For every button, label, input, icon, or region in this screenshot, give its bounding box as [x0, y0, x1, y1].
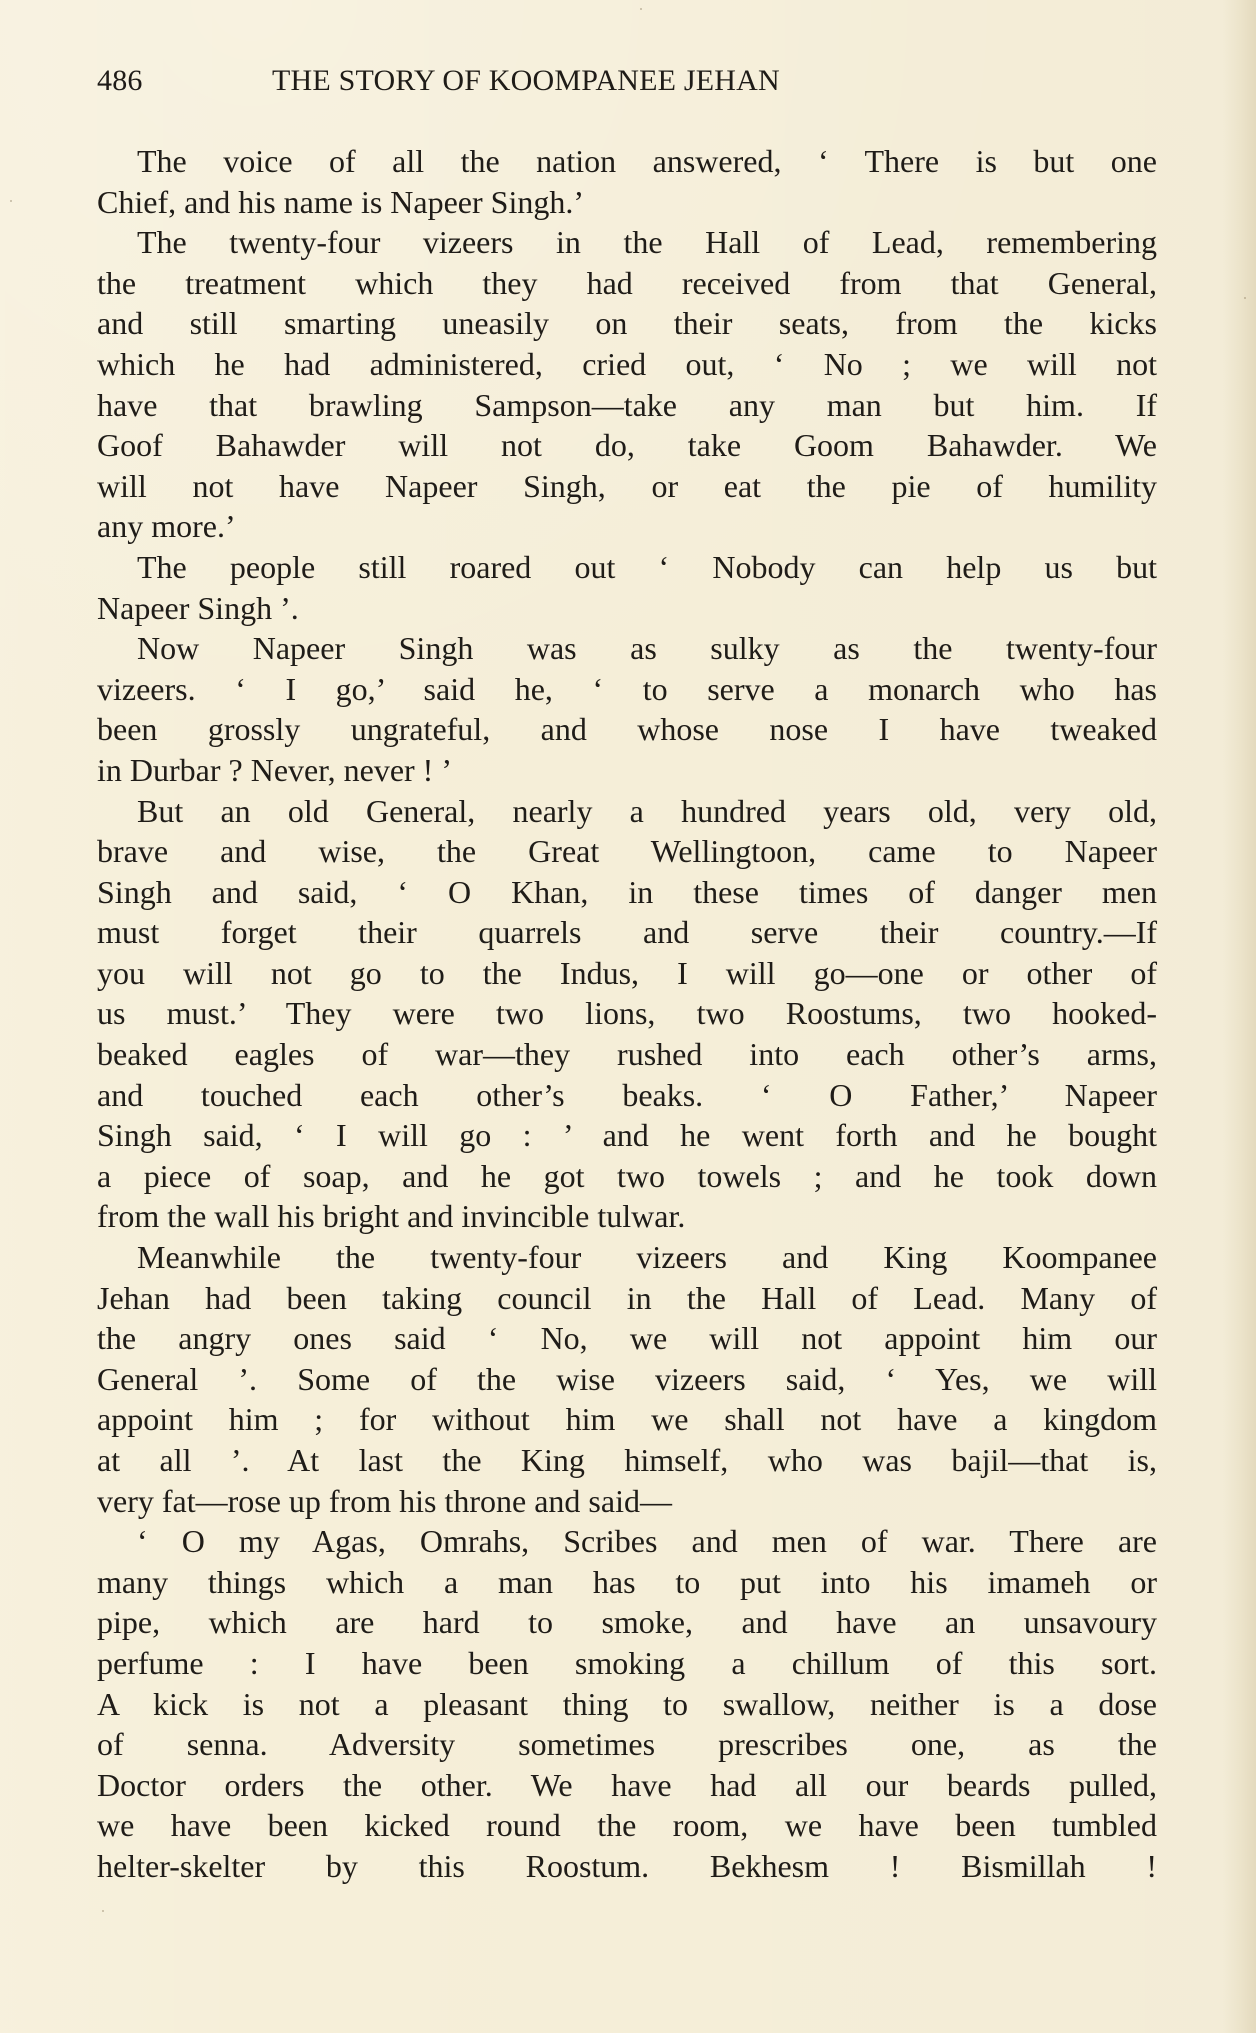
text-line-26: a piece of soap, and he got two towels ; and he took down — [97, 1157, 1157, 1194]
text-line-24: and touched each other’s beaks. ‘ O Father,’ Napeer — [97, 1076, 1157, 1113]
text-line-9: will not have Napeer Singh, or eat the pie of humility — [97, 467, 1157, 504]
paper-speck — [102, 1910, 104, 1912]
paper-speck — [10, 200, 12, 202]
paper-speck — [1244, 297, 1246, 299]
paragraph-6 — [97, 1237, 1157, 1521]
text-line-16: in Durbar ? Never, never ! ’ — [97, 751, 452, 788]
text-line-22: us must.’ They were two lions, two Roostums, two hooked- — [97, 995, 1157, 1032]
text-line-14: vizeers. ‘ I go,’ said he, ‘ to serve a monarch who has — [97, 670, 1157, 707]
text-line-1: The voice of all the nation answered, ‘ There is but one — [137, 143, 1157, 179]
text-line-19: Singh and said, ‘ O Khan, in these times of danger men — [97, 873, 1157, 910]
text-line-32: appoint him ; for without him we shall not have a kingdom — [97, 1401, 1157, 1438]
text-line-8: Goof Bahawder will not do, take Goom Bahawder. We — [97, 427, 1157, 464]
text-line-21: you will not go to the Indus, I will go—one or other of — [97, 954, 1157, 991]
text-line-42: we have been kicked round the room, we have been tumbled — [97, 1807, 1157, 1844]
text-line-30: the angry ones said ‘ No, we will not appoint him our — [97, 1320, 1157, 1357]
text-line-13: Now Napeer Singh was as sulky as the twenty-four — [137, 630, 1157, 667]
paragraph-7 — [97, 1521, 1157, 1886]
text-line-4: the treatment which they had received from that General, — [97, 264, 1157, 301]
page-body — [97, 141, 1157, 1887]
text-line-20: must forget their quarrels and serve their country.—If — [97, 914, 1157, 951]
text-line-41: Doctor orders the other. We have had all our beards pulled, — [97, 1766, 1157, 1803]
text-line-17: But an old General, nearly a hundred years old, very old, — [137, 792, 1157, 829]
text-line-10: any more.’ — [97, 508, 236, 545]
text-line-11: The people still roared out ‘ Nobody can help us but — [137, 548, 1157, 585]
page-header — [97, 64, 1157, 104]
text-line-28: Meanwhile the twenty-four vizeers and King Koompanee — [137, 1239, 1157, 1276]
text-line-3: The twenty-four vizeers in the Hall of Lead, remembering — [137, 224, 1157, 261]
text-line-12: Napeer Singh ’. — [97, 589, 299, 626]
text-line-31: General ’. Some of the wise vizeers said, ‘ Yes, we will — [97, 1360, 1157, 1397]
text-line-36: many things which a man has to put into his imameh or — [97, 1563, 1157, 1600]
paragraph-1 — [97, 141, 1157, 222]
text-line-39: A kick is not a pleasant thing to swallow, neither is a dose — [97, 1685, 1157, 1722]
text-line-25: Singh said, ‘ I will go : ’ and he went forth and he bought — [97, 1117, 1157, 1154]
text-line-35: ‘ O my Agas, Omrahs, Scribes and men of war. There are — [137, 1523, 1157, 1560]
text-line-29: Jehan had been taking council in the Hall of Lead. Many of — [97, 1279, 1157, 1316]
paragraph-5 — [97, 791, 1157, 1238]
paper-speck — [640, 8, 642, 10]
text-line-40: of senna. Adversity sometimes prescribes one, as the — [97, 1726, 1157, 1763]
text-line-38: perfume : I have been smoking a chillum of this sort. — [97, 1644, 1157, 1681]
text-line-27: from the wall his bright and invincible tulwar. — [97, 1198, 686, 1235]
text-line-43: helter-skelter by this Roostum. Bekhesm ! Bismillah ! — [97, 1847, 1157, 1884]
page-number: 486 — [97, 64, 143, 97]
text-line-2: Chief, and his name is Napeer Singh.’ — [97, 183, 584, 220]
text-line-6: which he had administered, cried out, ‘ No ; we will not — [97, 345, 1157, 382]
text-line-18: brave and wise, the Great Wellingtoon, came to Napeer — [97, 833, 1157, 870]
text-line-33: at all ’. At last the King himself, who was bajil—that is, — [97, 1442, 1157, 1478]
paragraph-4 — [97, 628, 1157, 790]
paragraph-2 — [97, 222, 1157, 547]
text-line-34: very fat—rose up from his throne and said— — [97, 1482, 672, 1519]
text-line-15: been grossly ungrateful, and whose nose I have tweaked — [97, 711, 1157, 748]
text-line-7: have that brawling Sampson—take any man but him. If — [97, 386, 1157, 423]
text-line-37: pipe, which are hard to smoke, and have an unsavoury — [97, 1604, 1157, 1641]
text-line-5: and still smarting uneasily on their seats, from the kicks — [97, 305, 1157, 342]
paragraph-3 — [97, 547, 1157, 628]
text-line-23: beaked eagles of war—they rushed into each other’s arms, — [97, 1036, 1157, 1073]
running-title: THE STORY OF KOOMPANEE JEHAN — [272, 64, 780, 97]
